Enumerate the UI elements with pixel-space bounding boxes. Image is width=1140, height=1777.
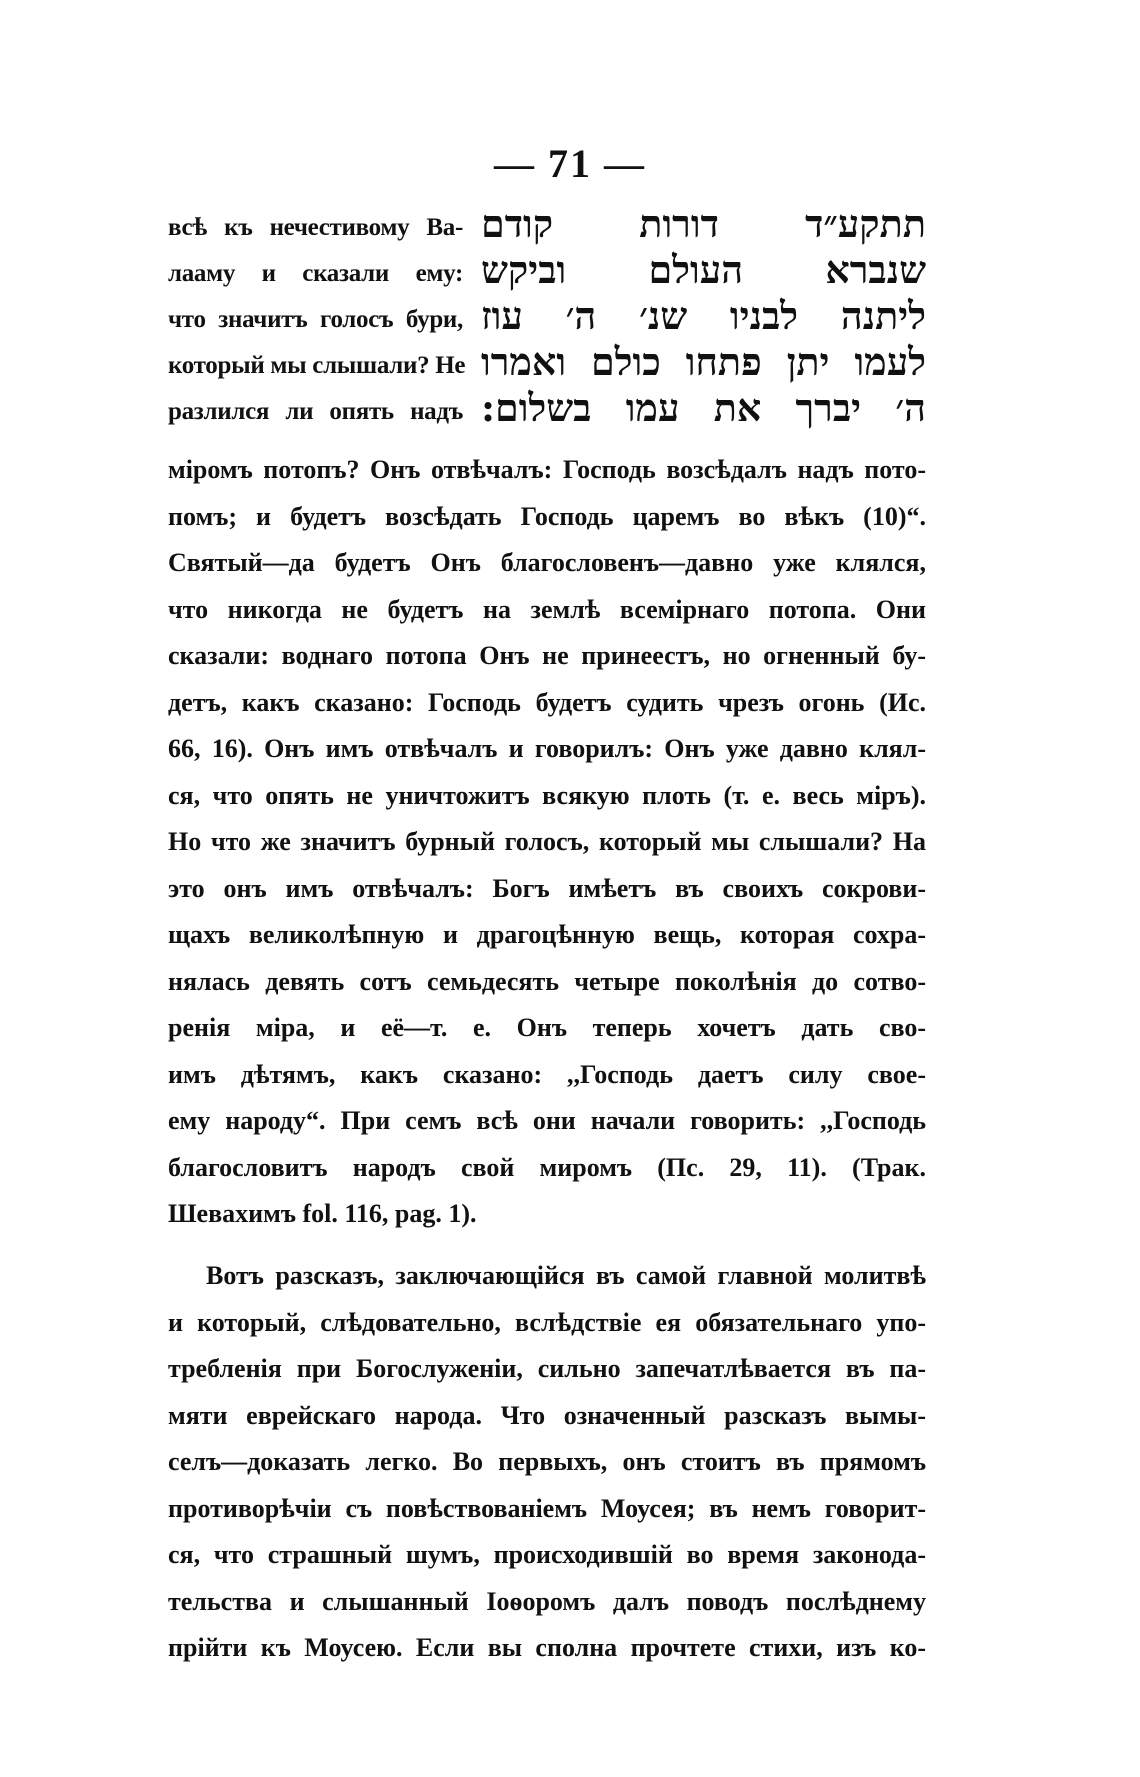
text-line: Святый—да будетъ Онъ благословенъ—давно уже клялся, [168, 548, 926, 577]
russian-column [168, 205, 466, 435]
page-number: — 71 — [494, 141, 646, 186]
russian-line: разлился ли опять надъ [168, 398, 463, 425]
top-two-column-section [168, 201, 926, 440]
text-line: благословитъ народъ свой миромъ (Пс. 29, 11). (Трак. [168, 1152, 926, 1182]
text-line: нялась девять сотъ семьдесять четыре поколѣнія до сотво- [168, 966, 926, 996]
body-paragraph-2 [168, 1253, 926, 1672]
text-line: противорѣчіи съ повѣствованіемъ Моусея; въ немъ говорит- [168, 1493, 926, 1523]
russian-line: что значитъ голосъ бури, [168, 306, 463, 333]
text-line: 66, 16). Онъ имъ отвѣчалъ и говорилъ: Онъ уже давно клял- [168, 734, 926, 763]
text-line: и который, слѣдовательно, вслѣдствіе ея обязательнаго упо- [168, 1307, 926, 1337]
text-line: помъ; и будетъ возсѣдать Господь царемъ во вѣкъ (10)“. [168, 501, 926, 531]
text-line: ренія міра, и её—т. е. Онъ теперь хочетъ дать сво- [168, 1013, 926, 1042]
text-line: селъ—доказать легко. Во первыхъ, онъ стоитъ въ прямомъ [168, 1447, 926, 1476]
hebrew-line: לעמו יתן פתחו כולם ואמרו [481, 339, 926, 384]
hebrew-column [481, 201, 926, 431]
text-line: мяти еврейскаго народа. Что означенный разсказъ вымы- [168, 1400, 926, 1430]
text-line: ему народу“. При семъ всѣ они начали говорить: ,,Господь [168, 1106, 926, 1135]
hebrew-line: שנברא העולם וביקש [481, 247, 926, 292]
russian-line: всѣ къ нечестивому Ва- [168, 214, 463, 241]
text-line: Шевахимъ fol. 116, pag. 1). [168, 1199, 477, 1228]
body-paragraph-1 [168, 447, 926, 1238]
russian-line: лааму и сказали ему: [168, 260, 463, 287]
hebrew-line: ליתנה לבניו שנ׳ ה׳ עוז [481, 293, 926, 338]
text-line: Но что же значитъ бурный голосъ, который мы слышали? На [168, 827, 926, 856]
text-line: это онъ имъ отвѣчалъ: Богъ имѣетъ въ своихъ сокрови- [168, 873, 926, 903]
text-line: прійти къ Моусею. Если вы сполна прочтете стихи, изъ ко- [168, 1633, 926, 1662]
text-line: имъ дѣтямъ, какъ сказано: ,,Господь даетъ силу свое- [168, 1059, 926, 1089]
text-line: Вотъ разсказъ, заключающійся въ самой главной молитвѣ [206, 1261, 926, 1290]
text-line: щахъ великолѣпную и драгоцѣнную вещь, которая сохра- [168, 920, 926, 949]
hebrew-line: ה׳ יברך את עמו בשלום: [481, 385, 926, 430]
russian-line: который мы слышали? Не [168, 352, 466, 379]
text-line: что никогда не будетъ на землѣ всемірнаго потопа. Они [168, 594, 926, 624]
text-line: ся, что страшный шумъ, происходившій во время законода- [168, 1540, 926, 1569]
text-line: требленія при Богослуженіи, сильно запечатлѣвается въ па- [168, 1354, 926, 1383]
text-line: сказали: воднаго потопа Онъ не принеестъ, но огненный бу- [168, 641, 926, 670]
hebrew-line: תתקע״ד דורות קודם [481, 201, 926, 246]
text-line: тельства и слышанный Іоѳоромъ далъ поводъ послѣднему [168, 1586, 926, 1616]
text-line: детъ, какъ сказано: Господь будетъ судить чрезъ огонь (Ис. [168, 687, 926, 717]
text-line: ся, что опять не уничтожитъ всякую плоть (т. е. весь міръ). [168, 780, 926, 810]
text-line: міромъ потопъ? Онъ отвѣчалъ: Господь возсѣдалъ надъ пото- [168, 455, 926, 484]
